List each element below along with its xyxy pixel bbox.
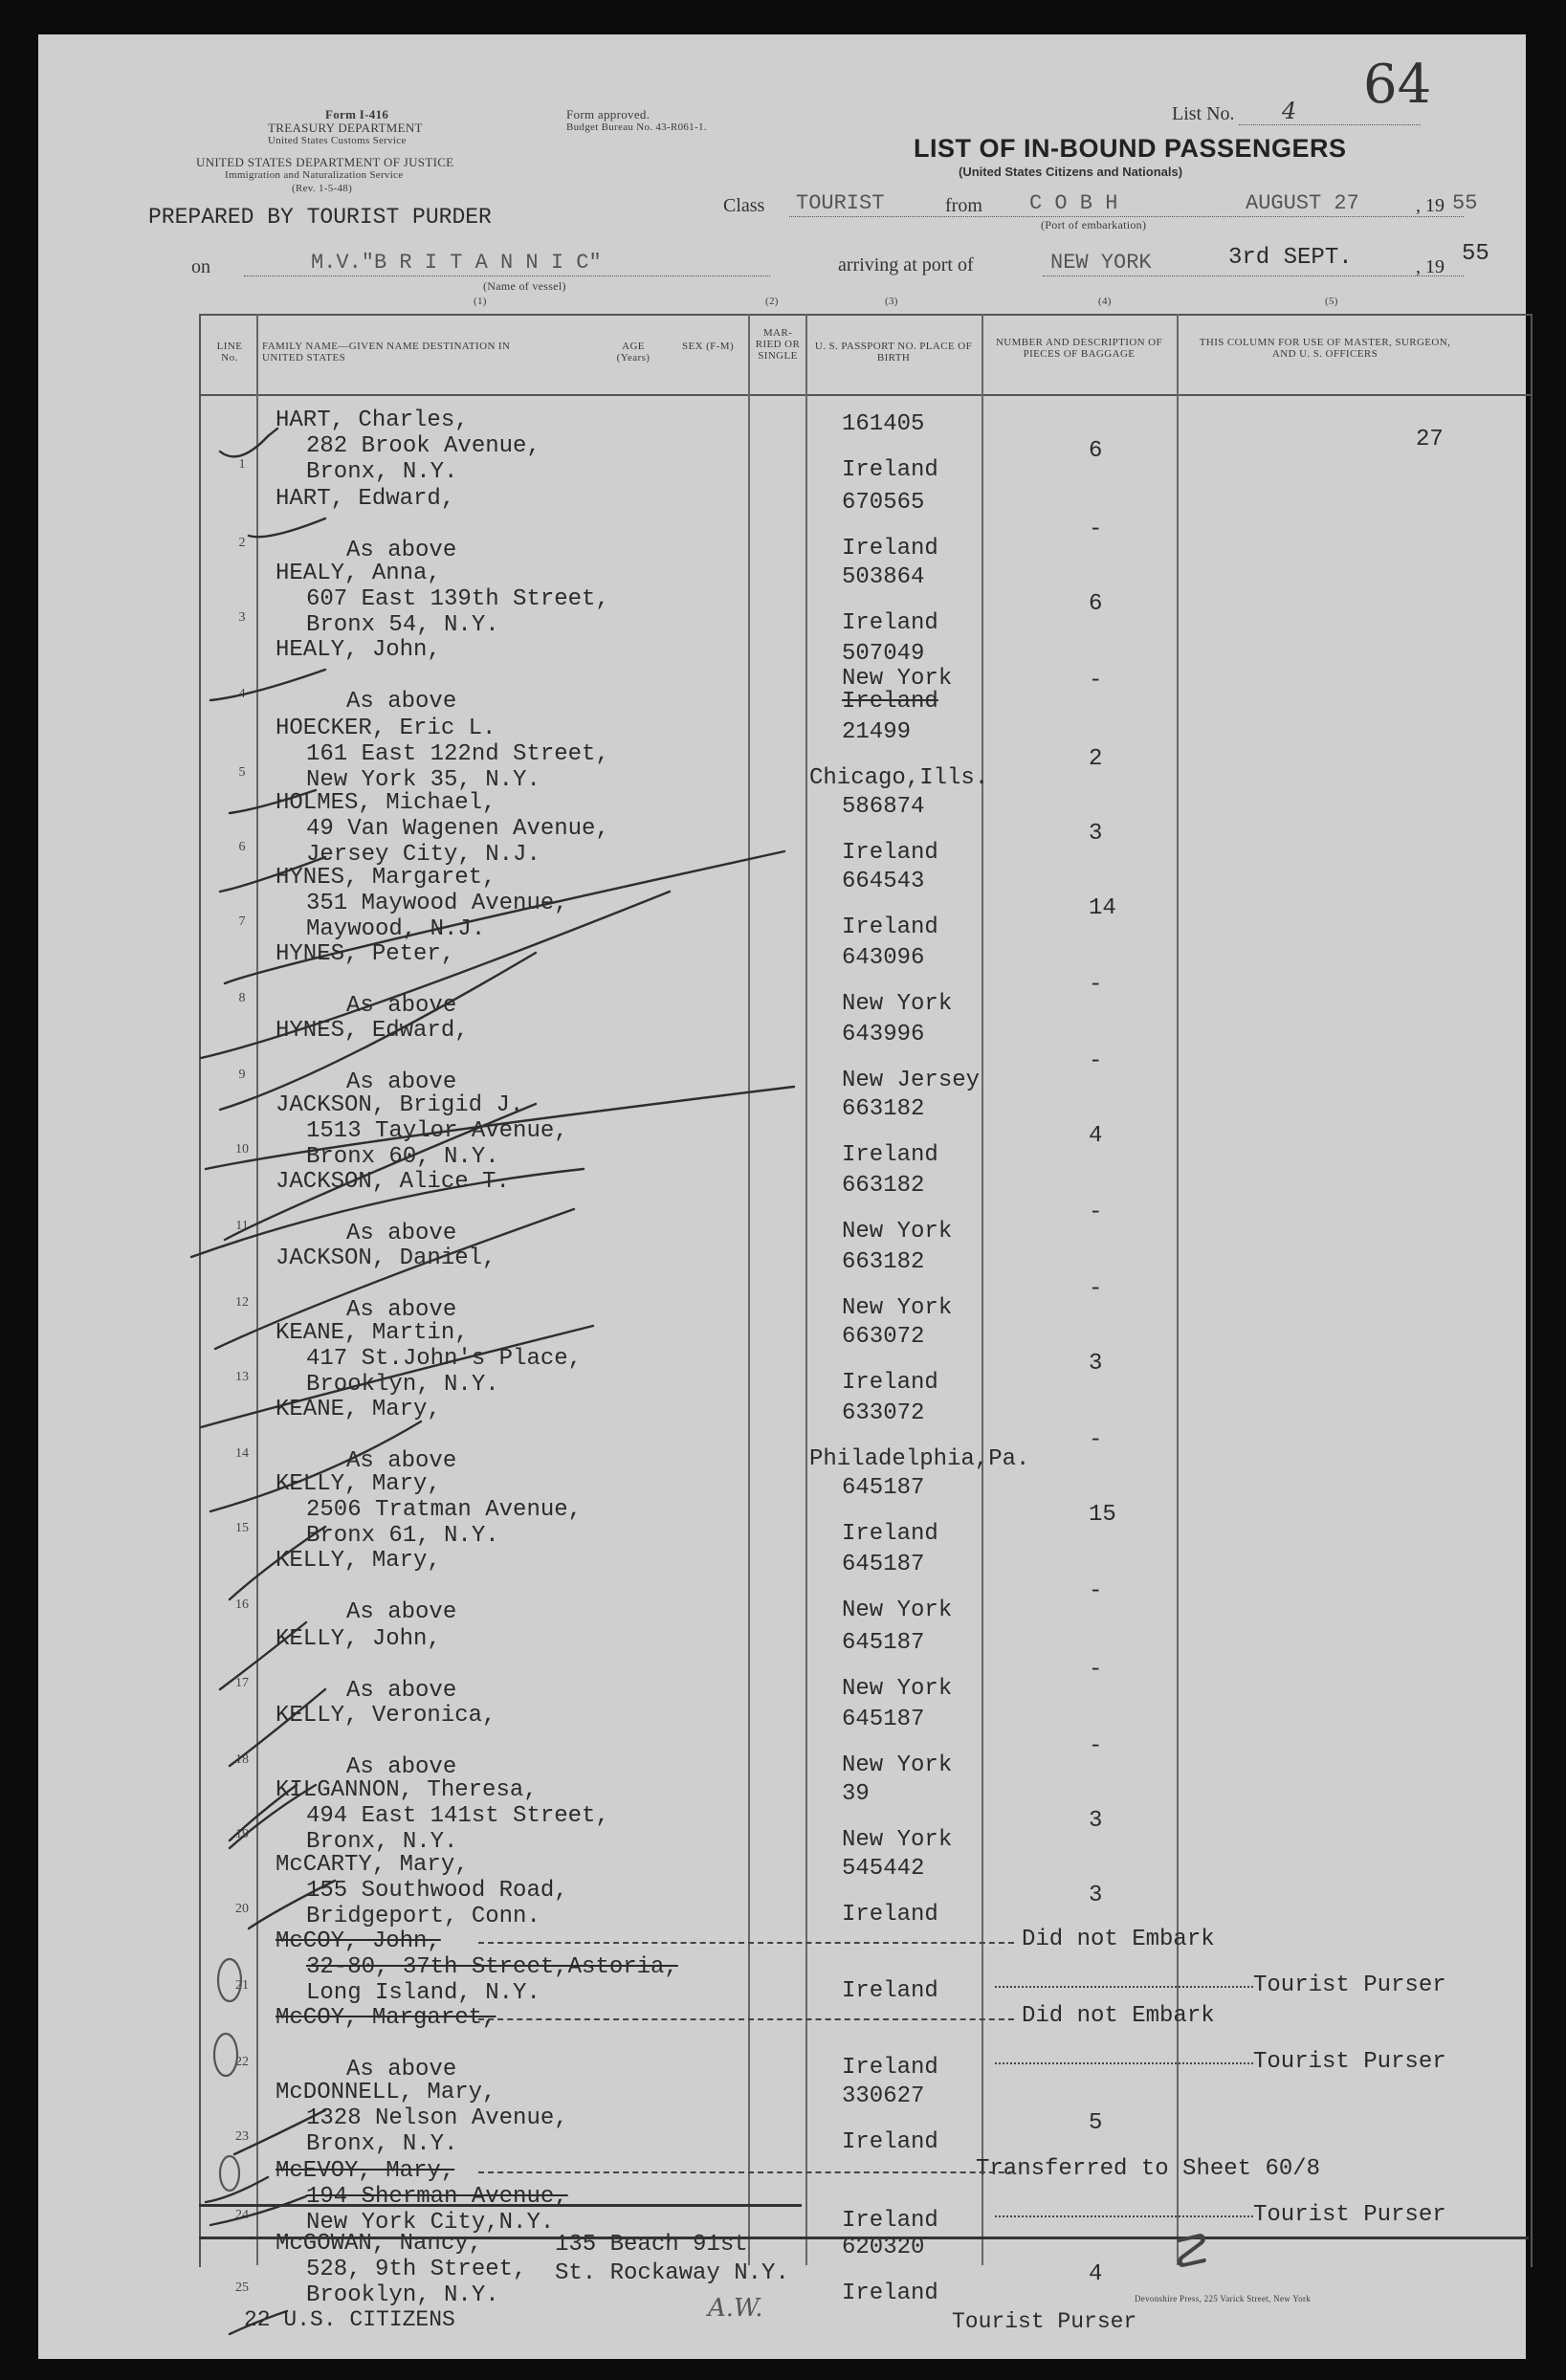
col-age: AGE (Years) <box>616 341 651 364</box>
place-of-birth: Chicago,Ills. <box>809 765 989 791</box>
total-citizens: 22 U.S. CITIZENS <box>244 2307 455 2332</box>
line-number: 17 <box>235 1676 249 1690</box>
line-number: 25 <box>235 2281 249 2295</box>
form-number: Form I-416 <box>325 107 389 121</box>
place-of-birth: New York <box>842 666 953 692</box>
purser-handwritten-signature: A.W. <box>708 2294 763 2323</box>
passport-number: 645187 <box>842 1552 925 1577</box>
from-label: from <box>945 195 982 216</box>
destination-line: Long Island, N.Y. <box>306 1980 540 2006</box>
col-passport: U. S. PASSPORT NO. PLACE OF BIRTH <box>814 341 973 364</box>
passport-number: 503864 <box>842 564 925 590</box>
vessel-underline <box>244 275 770 276</box>
baggage-count: 3 <box>1089 821 1103 847</box>
passenger-name: KELLY, Mary, <box>276 1471 441 1497</box>
place-of-birth: Ireland <box>842 2055 938 2081</box>
passenger-name: HEALY, John, <box>276 637 441 663</box>
passenger-name: HART, Charles, <box>276 408 469 433</box>
line-number: 18 <box>235 1752 249 1767</box>
column-divider <box>748 314 750 2265</box>
destination-line: As above <box>346 1221 457 1246</box>
baggage-count: - <box>1089 1276 1103 1302</box>
header-rule <box>199 394 1531 396</box>
line-number: 12 <box>235 1295 249 1310</box>
place-of-birth: New Jersey <box>842 1068 981 1093</box>
passenger-name: McCOY, Margaret, <box>276 2005 496 2031</box>
purser-note: Tourist Purser <box>1253 2202 1446 2228</box>
passenger-name: HEALY, Anna, <box>276 561 441 586</box>
destination-line: Bridgeport, Conn. <box>306 1904 540 1929</box>
passenger-name: HOECKER, Eric L. <box>276 716 496 741</box>
column-number: (2) <box>765 296 779 307</box>
destination-line: As above <box>346 1599 457 1625</box>
passenger-name: KEANE, Martin, <box>276 1320 469 1346</box>
treasury-dept: TREASURY DEPARTMENT <box>268 121 423 135</box>
on-label: on <box>191 256 210 277</box>
place-of-birth: Ireland <box>842 915 938 940</box>
baggage-count: 3 <box>1089 1883 1103 1908</box>
passport-number: 633072 <box>842 1400 925 1426</box>
passport-number: 645187 <box>842 1475 925 1501</box>
baggage-count: 5 <box>1089 2110 1103 2136</box>
destination-line: 2506 Tratman Avenue, <box>306 1497 583 1523</box>
arrival-underline <box>1043 275 1464 276</box>
passport-number: 664543 <box>842 869 925 894</box>
passenger-name: HYNES, Edward, <box>276 1018 469 1044</box>
passport-number: 545442 <box>842 1856 925 1882</box>
destination-line: 351 Maywood Avenue, <box>306 891 568 916</box>
destination-line: As above <box>346 1297 457 1323</box>
line-number: 20 <box>235 1902 249 1916</box>
place-of-birth: Ireland <box>842 840 938 866</box>
passenger-name: HOLMES, Michael, <box>276 790 496 816</box>
line-number: 7 <box>238 915 246 929</box>
passport-number: 161405 <box>842 411 925 437</box>
departure-year: 55 <box>1452 191 1478 215</box>
col-baggage: NUMBER AND DESCRIPTION OF PIECES OF BAGGAGE <box>995 337 1163 360</box>
arrival-year: 55 <box>1462 241 1489 267</box>
place-of-birth: Philadelphia,Pa. <box>809 1446 1030 1472</box>
baggage-count: Did not Embark <box>1022 1927 1215 1952</box>
place-of-birth: New York <box>842 991 953 1017</box>
column-number: (4) <box>1098 296 1112 307</box>
dashed-signature-rule <box>995 1986 1253 1988</box>
destination-line: 607 East 139th Street, <box>306 586 609 612</box>
column-divider <box>805 314 807 2265</box>
dashed-cancel-rule <box>478 1942 1014 1944</box>
page-title: LIST OF IN-BOUND PASSENGERS <box>914 134 1347 163</box>
place-of-birth: New York <box>842 1752 953 1778</box>
passenger-name: HYNES, Peter, <box>276 941 455 967</box>
destination-line: As above <box>346 1448 457 1474</box>
manifest-sheet <box>38 34 1526 2359</box>
passport-number: 645187 <box>842 1630 925 1656</box>
place-of-birth: Ireland <box>842 1370 938 1396</box>
passport-number: 586874 <box>842 794 925 820</box>
from-value: C O B H <box>1029 191 1118 215</box>
destination-line: 49 Van Wagenen Avenue, <box>306 816 609 842</box>
baggage-count: 6 <box>1089 438 1103 464</box>
passport-number: 645187 <box>842 1707 925 1732</box>
destination-line: 32-80, 37th Street,Astoria, <box>306 1954 678 1980</box>
dashed-signature-rule <box>995 2215 1253 2217</box>
place-of-birth: Ireland <box>842 1142 938 1168</box>
arriving-label: arriving at port of <box>838 254 974 275</box>
passenger-name: JACKSON, Brigid J. <box>276 1092 524 1118</box>
passport-number: 643096 <box>842 945 925 971</box>
passport-number: 663072 <box>842 1324 925 1350</box>
destination-line: Bronx 61, N.Y. <box>306 1523 499 1549</box>
line-number: 13 <box>235 1370 249 1384</box>
passenger-name: McDONNELL, Mary, <box>276 2080 496 2105</box>
port-embarkation-label: (Port of embarkation) <box>1041 218 1147 231</box>
destination-line: Bronx 60, N.Y. <box>306 1144 499 1170</box>
line-number: 21 <box>235 1978 249 1993</box>
destination-line: Brooklyn, N.Y. <box>306 1372 499 1398</box>
passenger-name: JACKSON, Daniel, <box>276 1245 496 1271</box>
passenger-name: McGOWAN, Nancy, <box>276 2231 483 2257</box>
class-value: TOURIST <box>796 191 885 215</box>
from-underline <box>789 216 1464 217</box>
baggage-count: - <box>1089 1657 1103 1683</box>
place-of-birth: Ireland <box>842 457 938 483</box>
alternate-address: 135 Beach 91st St. Rockaway N.Y. <box>555 2232 789 2286</box>
dashed-signature-rule <box>995 2062 1253 2064</box>
list-no-label: List No. <box>1172 103 1235 124</box>
line-number: 24 <box>235 2208 249 2222</box>
passport-number: 507049 <box>842 641 925 667</box>
destination-line: 417 St.John's Place, <box>306 1346 583 1372</box>
col-line-no: LINE No. <box>216 341 243 364</box>
destination-line: 1328 Nelson Avenue, <box>306 2105 568 2131</box>
vessel-name: M.V."B R I T A N N I C" <box>311 251 602 275</box>
destination-line: 282 Brook Avenue, <box>306 433 540 459</box>
line-number: 15 <box>235 1521 249 1535</box>
destination-line: As above <box>346 689 457 715</box>
vessel-label: (Name of vessel) <box>483 279 566 293</box>
destination-line: As above <box>346 1069 457 1095</box>
line-number: 1 <box>238 457 246 472</box>
baggage-count: 6 <box>1089 591 1103 617</box>
list-no-underline <box>1239 124 1421 125</box>
destination-line: Brooklyn, N.Y. <box>306 2282 499 2308</box>
line-number: 8 <box>238 991 246 1005</box>
baggage-count: - <box>1089 668 1103 694</box>
place-of-birth: New York <box>842 1827 953 1853</box>
baggage-count: 14 <box>1089 895 1116 921</box>
immigration-service: Immigration and Naturalization Service <box>225 169 404 181</box>
place-of-birth: Ireland <box>842 2208 938 2234</box>
list-no-value: 4 <box>1282 98 1297 124</box>
passenger-name: McCARTY, Mary, <box>276 1852 469 1878</box>
destination-line: As above <box>346 1754 457 1780</box>
printer-credit: Devonshire Press, 225 Varick Street, New York <box>1135 2294 1312 2303</box>
line-number: 22 <box>235 2055 249 2069</box>
destination-line: As above <box>346 1678 457 1704</box>
passenger-name: McCOY, John, <box>276 1928 441 1954</box>
line-number: 2 <box>238 536 246 550</box>
destination-line: 528, 9th Street, <box>306 2257 527 2282</box>
baggage-count: - <box>1089 1578 1103 1604</box>
column-divider <box>1177 314 1179 2265</box>
line-number: 16 <box>235 1598 249 1612</box>
column-number: (5) <box>1325 296 1338 307</box>
prepared-by: PREPARED BY TOURIST PURDER <box>148 205 492 230</box>
arrival-date: 3rd SEPT. <box>1228 245 1353 271</box>
class-label: Class <box>723 195 765 216</box>
baggage-count: 3 <box>1089 1351 1103 1377</box>
passenger-name: HYNES, Margaret, <box>276 865 496 891</box>
passport-number: 21499 <box>842 719 912 745</box>
customs-service: United States Customs Service <box>268 135 407 146</box>
destination-line: Jersey City, N.J. <box>306 842 540 868</box>
form-approved: Form approved. <box>566 107 651 121</box>
strike-rule <box>199 2204 802 2207</box>
justice-dept: UNITED STATES DEPARTMENT OF JUSTICE <box>196 155 454 169</box>
line-number: 23 <box>235 2129 249 2144</box>
column-number: (3) <box>885 296 898 307</box>
line-number: 14 <box>235 1446 249 1461</box>
passport-number: 39 <box>842 1781 870 1807</box>
place-of-birth: Ireland <box>842 1902 938 1928</box>
destination-line: Bronx, N.Y. <box>306 1829 458 1855</box>
destination-line: Bronx, N.Y. <box>306 459 458 485</box>
baggage-count: - <box>1089 972 1103 998</box>
place-of-birth: Ireland <box>842 536 938 562</box>
baggage-count: 4 <box>1089 2261 1103 2287</box>
destination-line: Bronx, N.Y. <box>306 2131 458 2157</box>
passport-number: 663182 <box>842 1249 925 1275</box>
baggage-count: 3 <box>1089 1808 1103 1834</box>
col-married: MAR-RIED OR SINGLE <box>755 327 801 362</box>
dashed-cancel-rule <box>478 2018 1014 2020</box>
passport-number: 330627 <box>842 2083 925 2109</box>
officer-note: 27 <box>1416 427 1444 452</box>
destination-line: New York 35, N.Y. <box>306 767 540 793</box>
purser-note: Tourist Purser <box>1253 2049 1446 2075</box>
passenger-name: HART, Edward, <box>276 486 455 512</box>
destination-line: 194 Sherman Avenue, <box>306 2184 568 2210</box>
place-of-birth: New York <box>842 1598 953 1623</box>
passenger-name: KILGANNON, Theresa, <box>276 1777 538 1803</box>
baggage-count: 4 <box>1089 1123 1103 1149</box>
line-number: 11 <box>235 1219 249 1233</box>
column-divider <box>256 314 258 2265</box>
passport-number: 663182 <box>842 1096 925 1122</box>
baggage-count: - <box>1089 1048 1103 1074</box>
destination-line: 161 East 122nd Street, <box>306 741 609 767</box>
passport-number: 620320 <box>842 2235 925 2260</box>
line-number: 4 <box>238 687 246 701</box>
page-subtitle: (United States Citizens and Nationals) <box>959 165 1183 179</box>
baggage-count: 15 <box>1089 1502 1116 1528</box>
arrival-port: NEW YORK <box>1050 251 1152 275</box>
baggage-count: Did not Embark <box>1022 2003 1215 2029</box>
baggage-count: Transferred to Sheet 60/8 <box>976 2156 1321 2182</box>
destination-line: 155 Southwood Road, <box>306 1878 568 1904</box>
purser-signature-label: Tourist Purser <box>952 2309 1137 2334</box>
destination-line: 1513 Taylor Avenue, <box>306 1118 568 1144</box>
passenger-name: KEANE, Mary, <box>276 1397 441 1422</box>
arrival-year-label: , 19 <box>1416 256 1445 277</box>
col-sex: SEX (F-M) <box>681 341 735 352</box>
destination-line: 494 East 141st Street, <box>306 1803 609 1829</box>
col-officers: THIS COLUMN FOR USE OF MASTER, SURGEON, AND U. S. OFFICERS <box>1199 337 1451 360</box>
column-number: (1) <box>474 296 487 307</box>
budget-bureau: Budget Bureau No. 43-R061-1. <box>566 121 707 133</box>
col-name: FAMILY NAME—GIVEN NAME DESTINATION IN UNITED STATES <box>262 341 511 364</box>
purser-note: Tourist Purser <box>1253 1972 1446 1998</box>
baggage-count: - <box>1089 1733 1103 1759</box>
departure-year-label: , 19 <box>1416 195 1445 216</box>
departure-date: AUGUST 27 <box>1246 191 1359 215</box>
line-number: 9 <box>238 1068 246 1082</box>
line-number: 19 <box>235 1827 249 1841</box>
baggage-count: 2 <box>1089 746 1103 772</box>
passport-number: 670565 <box>842 490 925 516</box>
destination-line: Maywood, N.J. <box>306 916 486 942</box>
place-of-birth: Ireland <box>842 610 938 636</box>
officer-signature: ☡ <box>1167 2225 1209 2279</box>
strike-rule <box>199 2237 1529 2239</box>
baggage-count: - <box>1089 517 1103 542</box>
column-divider <box>982 314 983 2265</box>
page-number: 64 <box>1363 54 1432 116</box>
line-number: 5 <box>238 765 246 780</box>
place-of-birth: Ireland <box>842 1521 938 1547</box>
destination-line: As above <box>346 993 457 1019</box>
destination-line: As above <box>346 538 457 563</box>
destination-line: Bronx 54, N.Y. <box>306 612 499 638</box>
passport-number: 663182 <box>842 1173 925 1199</box>
passenger-name: KELLY, Mary, <box>276 1548 441 1574</box>
passenger-name: JACKSON, Alice T. <box>276 1169 510 1195</box>
baggage-count: - <box>1089 1200 1103 1225</box>
line-number: 10 <box>235 1142 249 1157</box>
place-of-birth: Ireland <box>842 2129 938 2155</box>
place-of-birth: Ireland <box>842 1978 938 2004</box>
passenger-name: KELLY, John, <box>276 1626 441 1652</box>
place-of-birth: New York <box>842 1295 953 1321</box>
birthplace-struck: Ireland <box>842 689 938 715</box>
line-number: 3 <box>238 610 246 625</box>
place-of-birth: New York <box>842 1219 953 1245</box>
line-number: 6 <box>238 840 246 854</box>
passport-number: 643996 <box>842 1022 925 1047</box>
place-of-birth: New York <box>842 1676 953 1702</box>
place-of-birth: Ireland <box>842 2281 938 2306</box>
dashed-cancel-rule <box>478 2171 1014 2173</box>
revision-date: (Rev. 1-5-48) <box>292 183 353 194</box>
destination-line: As above <box>346 2057 457 2082</box>
passenger-name: KELLY, Veronica, <box>276 1703 496 1729</box>
passenger-name: McEVOY, Mary, <box>276 2158 455 2184</box>
destination-line: New York City,N.Y. <box>306 2210 555 2236</box>
baggage-count: - <box>1089 1427 1103 1453</box>
